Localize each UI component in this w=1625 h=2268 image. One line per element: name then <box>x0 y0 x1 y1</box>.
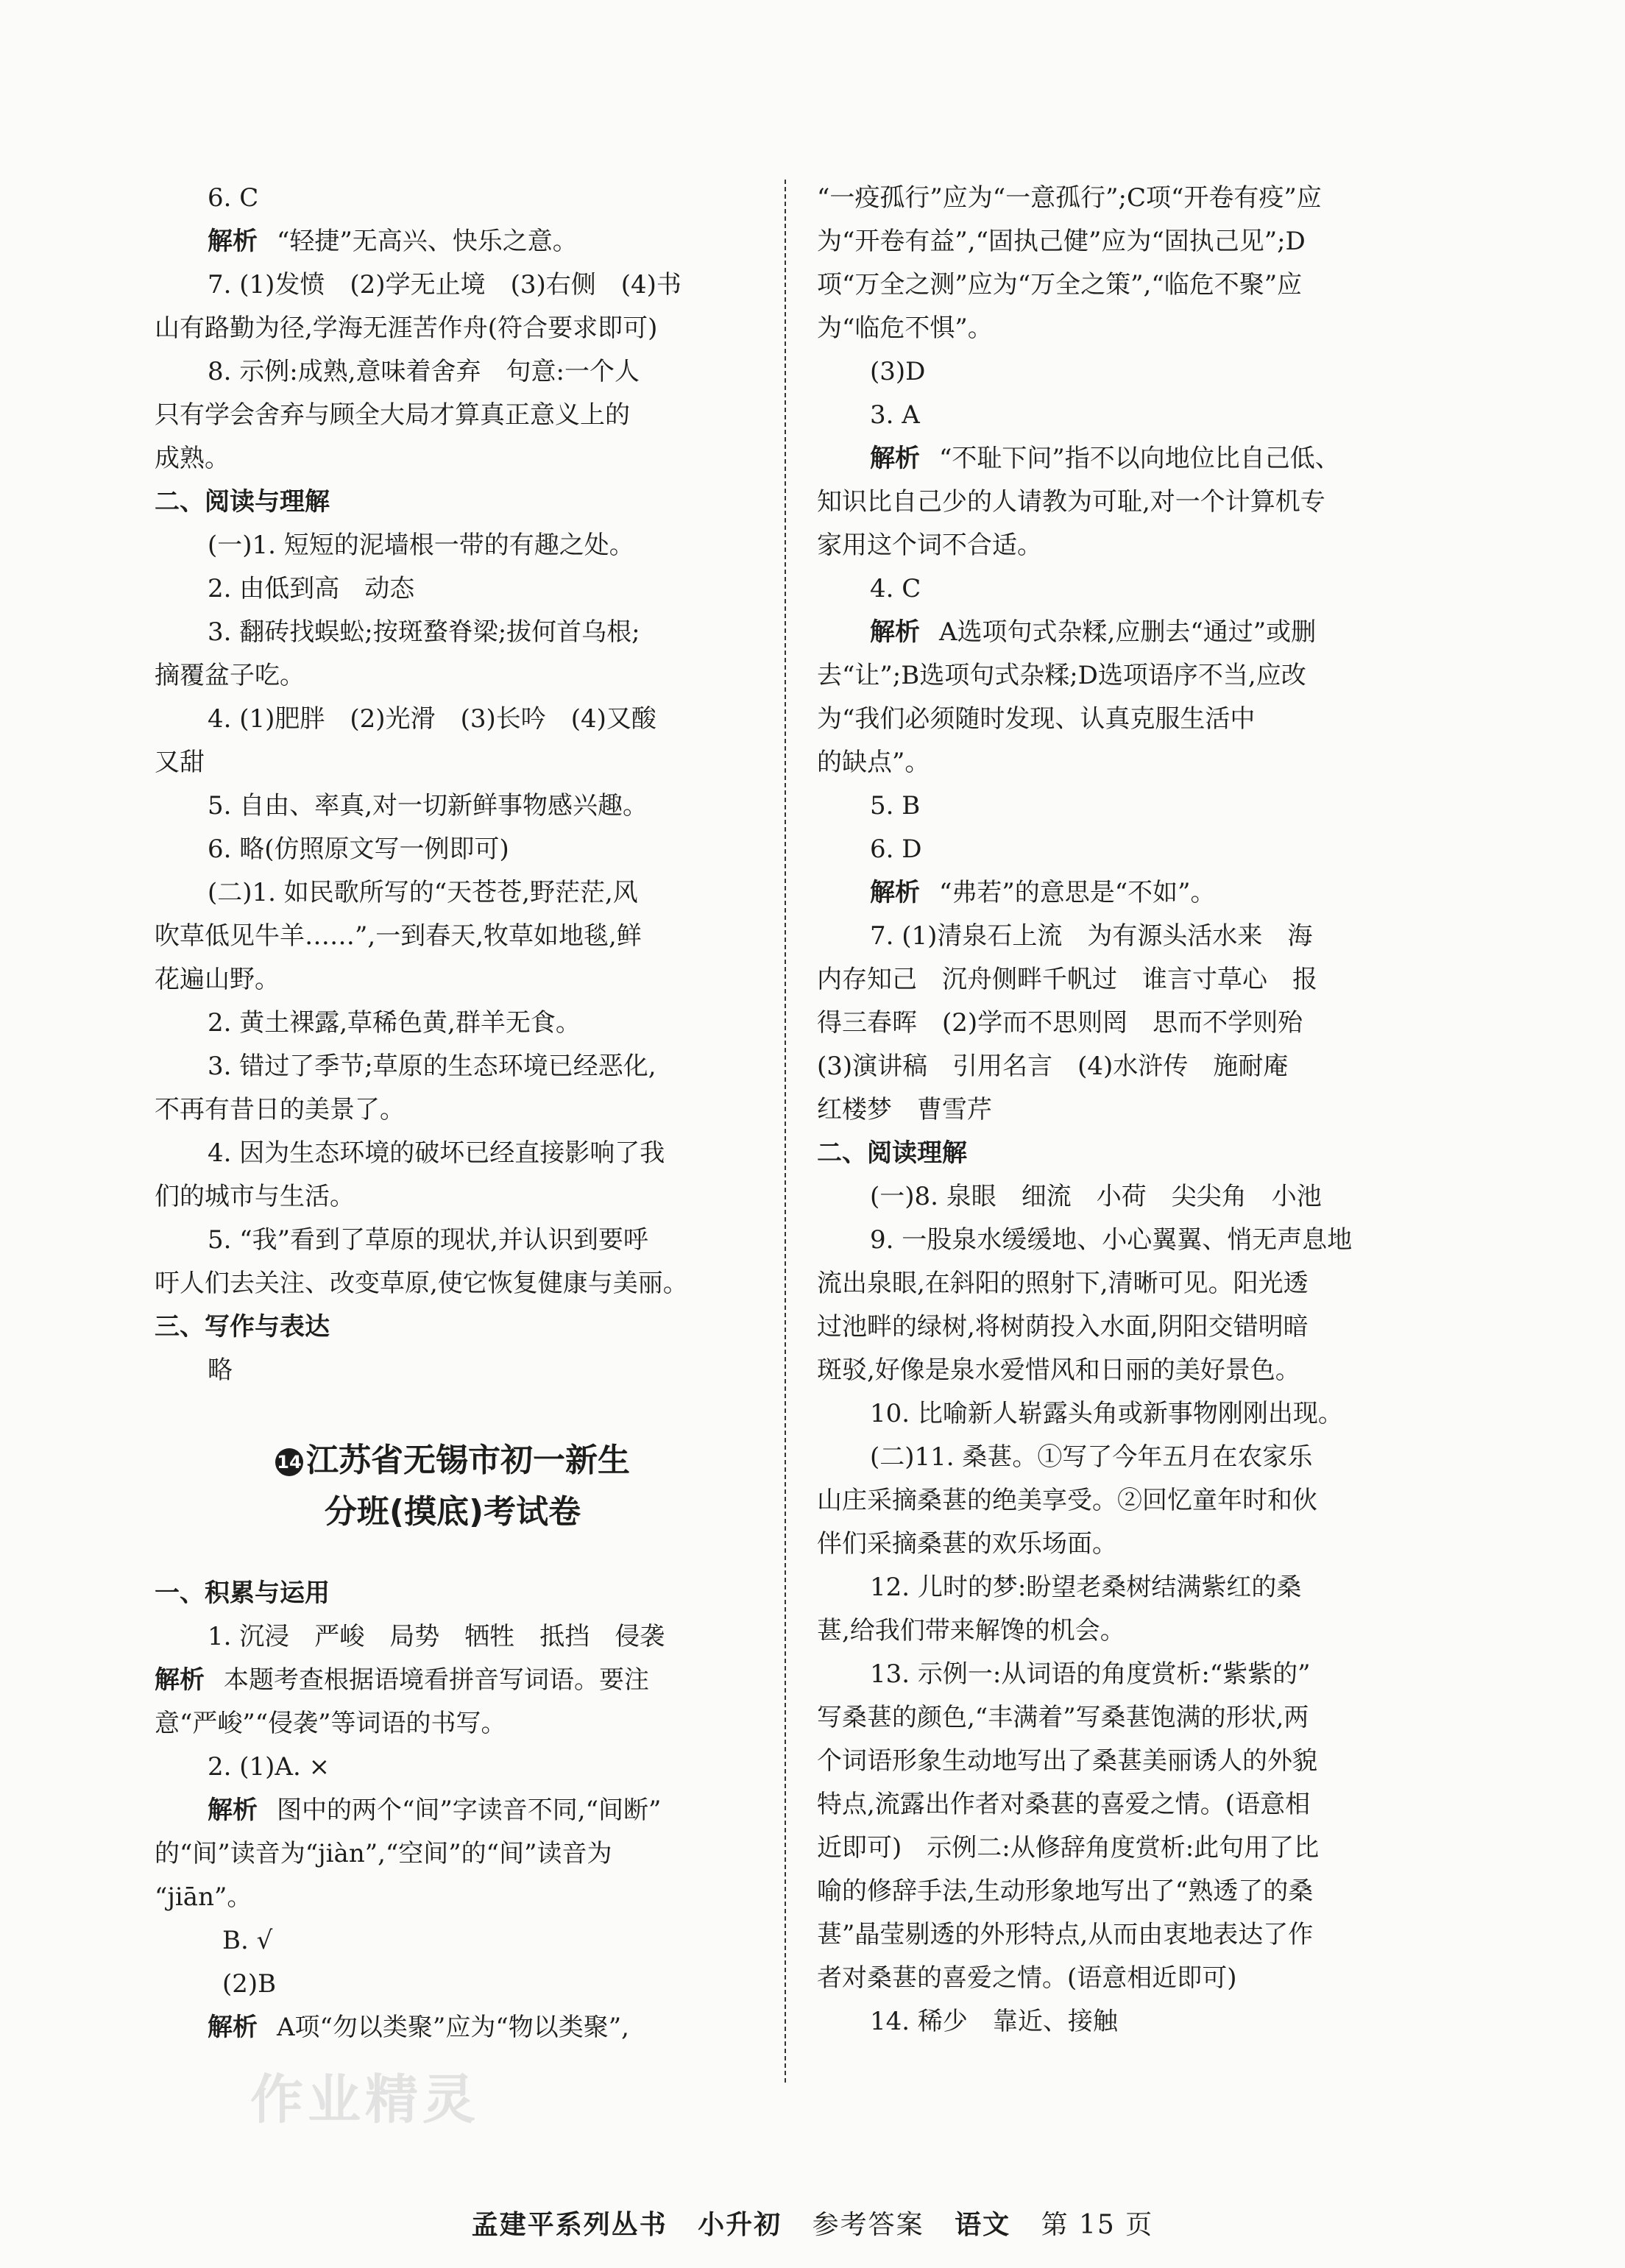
answer-line: 吹草低见牛羊……”,一到春天,牧草如地毯,鲜 <box>155 921 642 951</box>
answer-line: “不耻下问”指不以向地位比自己低、 <box>939 444 1340 473</box>
answer-line: 得三春晖 (2)学而不思则罔 思而不学则殆 <box>817 1008 1303 1038</box>
answer-line: 不再有昔日的美景了。 <box>155 1095 405 1124</box>
column-divider <box>785 180 786 2083</box>
answer-line: 个词语形象生动地写出了桑葚美丽诱人的外貌 <box>817 1746 1317 1776</box>
exam-title <box>155 1435 751 1538</box>
answer-line: 意“严峻”“侵袭”等词语的书写。 <box>155 1709 506 1738</box>
answer-line: (3)D <box>870 357 926 386</box>
answer-line: 为“开卷有益”,“固执己健”应为“固执己见”;D <box>817 227 1306 256</box>
answer-line: 葚,给我们带来解馋的机会。 <box>817 1616 1125 1645</box>
answer-line: 4. C <box>870 574 921 603</box>
answer-line: 家用这个词不合适。 <box>817 531 1042 560</box>
answer-line: (3)演讲稿 引用名言 (4)水浒传 施耐庵 <box>817 1052 1289 1081</box>
answer-line: (二)11. 桑葚。①写了今年五月在农家乐 <box>870 1442 1313 1472</box>
answer-line: 为“临危不惧”。 <box>817 313 993 343</box>
analysis-label: 解析 <box>870 878 920 907</box>
answer-line: 葚”晶莹剔透的外形特点,从而由衷地表达了作 <box>817 1920 1314 1949</box>
answer-line: 知识比自己少的人请教为可耻,对一个计算机专 <box>817 487 1325 517</box>
answer-line: 13. 示例一:从词语的角度赏析:“紫紫的” <box>870 1659 1311 1689</box>
answer-line: 伴们采摘桑葚的欢乐场面。 <box>817 1529 1117 1559</box>
section-heading: 三、写作与表达 <box>155 1312 330 1342</box>
answer-line: 的“间”读音为“jiàn”,“空间”的“间”读音为 <box>155 1839 612 1868</box>
answer-line: A项“勿以类聚”应为“物以类聚”, <box>277 2013 629 2042</box>
answer-line: 5. 自由、率真,对一切新鲜事物感兴趣。 <box>208 791 648 821</box>
answer-line: 2. (1)A. × <box>208 1752 330 1782</box>
answer-line: 者对桑葚的喜爱之情。(语意相近即可) <box>817 1963 1237 1993</box>
answer-line: 6. 略(仿照原文写一例即可) <box>208 834 509 864</box>
answer-line: 6. D <box>870 834 922 864</box>
answer-line: 山庄采摘桑葚的绝美享受。②回忆童年时和伙 <box>817 1486 1317 1515</box>
answer-line: 2. 由低到高 动态 <box>208 574 415 603</box>
answer-line: (一)1. 短短的泥墙根一带的有趣之处。 <box>208 531 634 560</box>
analysis-label: 解析 <box>208 227 258 256</box>
analysis-label: 解析 <box>208 1796 258 1825</box>
title-line-2: 分班(摸底)考试卷 <box>324 1493 581 1531</box>
analysis-label: 解析 <box>208 2013 258 2042</box>
answer-line: 过池畔的绿树,将树荫投入水面,阴阳交错明暗 <box>817 1312 1309 1342</box>
answer-line: 图中的两个“间”字读音不同,“间断” <box>277 1796 662 1825</box>
answer-line: 10. 比喻新人崭露头角或新事物刚刚出现。 <box>870 1399 1343 1428</box>
footer-kind: 参考答案 <box>812 2210 924 2240</box>
answer-line: 红楼梦 曹雪芹 <box>817 1095 992 1124</box>
answer-line: 5. “我”看到了草原的现状,并认识到要呼 <box>208 1225 648 1255</box>
answer-line: 又甜 <box>155 748 205 777</box>
right-column <box>817 177 1413 2044</box>
answer-line: 项“万全之测”应为“万全之策”,“临危不聚”应 <box>817 270 1303 300</box>
answer-line: 4. 因为生态环境的破坏已经直接影响了我 <box>208 1138 665 1168</box>
answer-line: 特点,流露出作者对桑葚的喜爱之情。(语意相 <box>817 1790 1311 1819</box>
answer-line: 流出泉眼,在斜阳的照射下,清晰可见。阳光透 <box>817 1269 1309 1298</box>
footer-grade: 小升初 <box>698 2210 782 2240</box>
footer-subject: 语文 <box>955 2210 1011 2240</box>
answer-line: 9. 一股泉水缓缓地、小心翼翼、悄无声息地 <box>870 1225 1353 1255</box>
answer-line: 花遍山野。 <box>155 965 280 994</box>
answer-line: 只有学会舍弃与顾全大局才算真正意义上的 <box>155 400 630 430</box>
answer-line: 本题考查根据语境看拼音写词语。要注 <box>224 1665 649 1695</box>
answer-line: 的缺点”。 <box>817 748 930 777</box>
answer-line: 斑驳,好像是泉水爱惜风和日丽的美好景色。 <box>817 1356 1300 1385</box>
footer-series: 孟建平系列丛书 <box>471 2210 668 2240</box>
answer-line: “轻捷”无高兴、快乐之意。 <box>277 227 578 256</box>
answer-line: 8. 示例:成熟,意味着舍弃 句意:一个人 <box>208 357 640 386</box>
answer-line: 近即可) 示例二:从修辞角度赏析:此句用了比 <box>817 1833 1320 1863</box>
answer-line: B. √ <box>222 1926 273 1955</box>
answer-line: “一疫孤行”应为“一意孤行”;C项“开卷有疫”应 <box>817 183 1322 213</box>
answer-line: 摘覆盆子吃。 <box>155 661 305 690</box>
section-heading: 二、阅读理解 <box>817 1138 967 1168</box>
answer-line: 7. (1)清泉石上流 为有源头活水来 海 <box>870 921 1313 951</box>
answer-line: 14. 稀少 靠近、接触 <box>870 2007 1118 2036</box>
page-footer <box>0 2204 1625 2242</box>
answer-line: 略 <box>208 1356 233 1385</box>
answer-line: 吁人们去关注、改变草原,使它恢复健康与美丽。 <box>155 1269 688 1298</box>
answer-line: 3. A <box>870 400 920 430</box>
answer-line: 5. B <box>870 791 921 821</box>
analysis-label: 解析 <box>870 444 920 473</box>
answer-line: 内存知己 沉舟侧畔千帆过 谁言寸草心 报 <box>817 965 1317 994</box>
page-number: 第 15 页 <box>1041 2210 1154 2240</box>
watermark: 作业精灵 <box>250 2069 481 2130</box>
left-column <box>155 177 751 2049</box>
answer-line: (一)8. 泉眼 细流 小荷 尖尖角 小池 <box>870 1182 1322 1211</box>
answer-line: 3. 翻砖找蜈蚣;按斑蝥脊梁;拔何首乌根; <box>208 617 640 647</box>
answer-line: 山有路勤为径,学海无涯苦作舟(符合要求即可) <box>155 313 658 343</box>
answer-line: (2)B <box>222 1969 277 1999</box>
analysis-label: 解析 <box>155 1665 205 1695</box>
title-line-1: 江苏省无锡市初一新生 <box>306 1442 630 1479</box>
answer-line: “jiān”。 <box>155 1882 252 1912</box>
answer-line: 1. 沉浸 严峻 局势 牺牲 抵挡 侵袭 <box>208 1622 665 1651</box>
answer-line: (二)1. 如民歌所写的“天苍苍,野茫茫,风 <box>208 878 638 907</box>
analysis-label: 解析 <box>870 617 920 647</box>
answer-line: 写桑葚的颜色,“丰满着”写桑葚饱满的形状,两 <box>817 1703 1309 1732</box>
answer-line: 7. (1)发愤 (2)学无止境 (3)右侧 (4)书 <box>208 270 681 300</box>
answer-line: 为“我们必须随时发现、认真克服生活中 <box>817 704 1256 734</box>
answer-line: 3. 错过了季节;草原的生态环境已经恶化, <box>208 1052 656 1081</box>
answer-line: 去“让”;B选项句式杂糅;D选项语序不当,应改 <box>817 661 1306 690</box>
answer-line: A选项句式杂糅,应删去“通过”或删 <box>939 617 1317 647</box>
answer-line: 喻的修辞手法,生动形象地写出了“熟透了的桑 <box>817 1877 1314 1906</box>
answer-line: “弗若”的意思是“不如”。 <box>939 878 1216 907</box>
answer-line: 们的城市与生活。 <box>155 1182 355 1211</box>
answer-line: 2. 黄土裸露,草稀色黄,群羊无食。 <box>208 1008 581 1038</box>
answer-line: 4. (1)肥胖 (2)光滑 (3)长吟 (4)又酸 <box>208 704 656 734</box>
answer-line: 6. C <box>208 183 259 213</box>
answer-line: 12. 儿时的梦:盼望老桑树结满紫红的桑 <box>870 1573 1302 1602</box>
section-heading: 二、阅读与理解 <box>155 487 330 517</box>
title-number-badge: 14 <box>275 1448 303 1476</box>
answer-line: 成熟。 <box>155 444 230 473</box>
section-heading: 一、积累与运用 <box>155 1578 330 1608</box>
